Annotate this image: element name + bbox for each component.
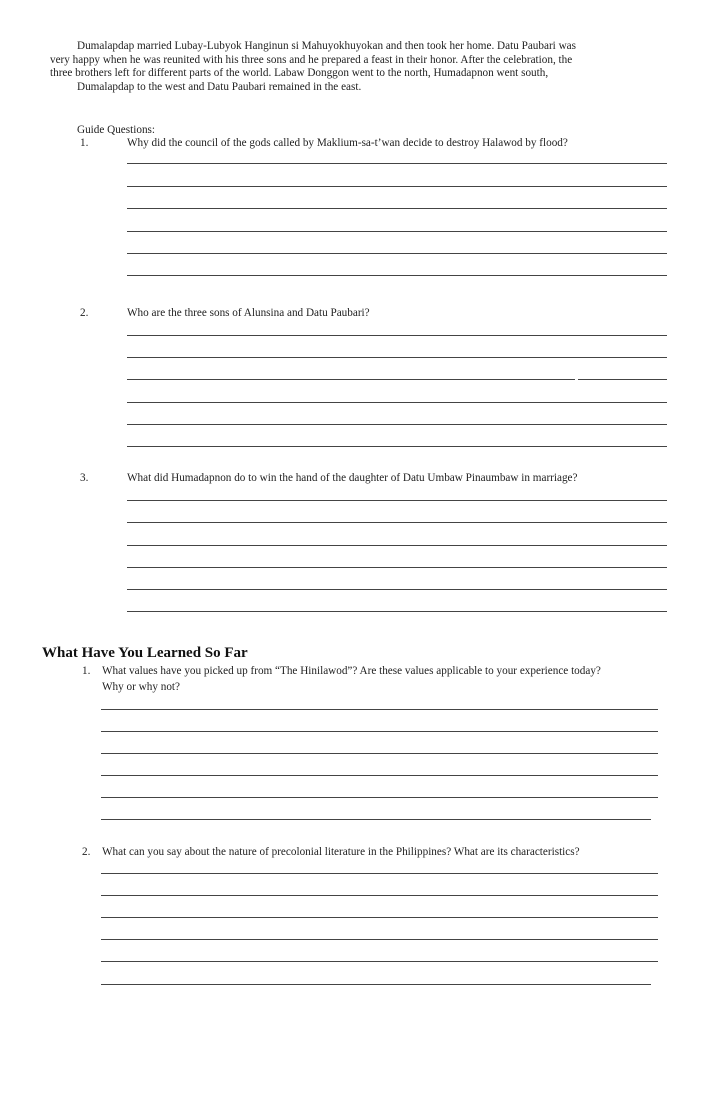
answer-line[interactable] xyxy=(127,379,575,380)
answer-line[interactable] xyxy=(101,917,658,918)
question-text: What can you say about the nature of precolonial literature in the Philippines? What are its characteristics? xyxy=(102,846,580,858)
intro-line-2: very happy when he was reunited with his three sons and he prepared a feast in their honor. After the celebration, the xyxy=(50,53,573,66)
answer-line[interactable] xyxy=(101,709,658,710)
answer-line[interactable] xyxy=(101,939,658,940)
answer-line[interactable] xyxy=(127,253,667,254)
question-text: Why did the council of the gods called by Maklium-sa-t’wan decide to destroy Halawod by flood? xyxy=(127,137,568,149)
answer-line[interactable] xyxy=(127,163,667,164)
answer-line[interactable] xyxy=(127,402,667,403)
section-title: What Have You Learned So Far xyxy=(42,645,248,661)
answer-line[interactable] xyxy=(127,231,667,232)
question-number: 2. xyxy=(82,846,91,858)
intro-line-4: Dumalapdap to the west and Datu Paubari remained in the east. xyxy=(77,81,362,94)
question-number: 2. xyxy=(80,307,89,319)
intro-paragraph xyxy=(50,40,672,95)
question-text-continued: Why or why not? xyxy=(102,681,180,693)
answer-line[interactable] xyxy=(101,984,651,985)
answer-line[interactable] xyxy=(127,186,667,187)
answer-line[interactable] xyxy=(127,446,667,447)
question-text: What values have you picked up from “The Hinilawod”? Are these values applicable to your experience today? xyxy=(102,665,601,677)
answer-line[interactable] xyxy=(127,611,667,612)
answer-line[interactable] xyxy=(101,819,651,820)
intro-line-3: three brothers left for different parts of the world. Labaw Donggon went to the north, Humadapnon went south, xyxy=(50,67,549,80)
guide-questions-label: Guide Questions: xyxy=(77,124,155,136)
question-text: What did Humadapnon do to win the hand of the daughter of Datu Umbaw Pinaumbaw in marriage? xyxy=(127,472,578,484)
question-text: Who are the three sons of Alunsina and Datu Paubari? xyxy=(127,307,370,319)
answer-line[interactable] xyxy=(127,567,667,568)
answer-line[interactable] xyxy=(101,797,658,798)
answer-line[interactable] xyxy=(101,895,658,896)
answer-line[interactable] xyxy=(101,961,658,962)
question-number: 3. xyxy=(80,472,89,484)
answer-line[interactable] xyxy=(578,379,667,380)
answer-line[interactable] xyxy=(127,522,667,523)
answer-line[interactable] xyxy=(127,500,667,501)
answer-line[interactable] xyxy=(101,873,658,874)
answer-line[interactable] xyxy=(127,545,667,546)
question-number: 1. xyxy=(80,137,89,149)
answer-line[interactable] xyxy=(101,753,658,754)
answer-line[interactable] xyxy=(101,731,658,732)
answer-line[interactable] xyxy=(127,335,667,336)
answer-line[interactable] xyxy=(101,775,658,776)
question-number: 1. xyxy=(82,665,91,677)
answer-line[interactable] xyxy=(127,589,667,590)
intro-line-1: Dumalapdap married Lubay-Lubyok Hanginun si Mahuyokhuyokan and then took her home. Datu Paubari was xyxy=(77,40,576,52)
answer-line[interactable] xyxy=(127,424,667,425)
answer-line[interactable] xyxy=(127,275,667,276)
answer-line[interactable] xyxy=(127,208,667,209)
answer-line[interactable] xyxy=(127,357,667,358)
